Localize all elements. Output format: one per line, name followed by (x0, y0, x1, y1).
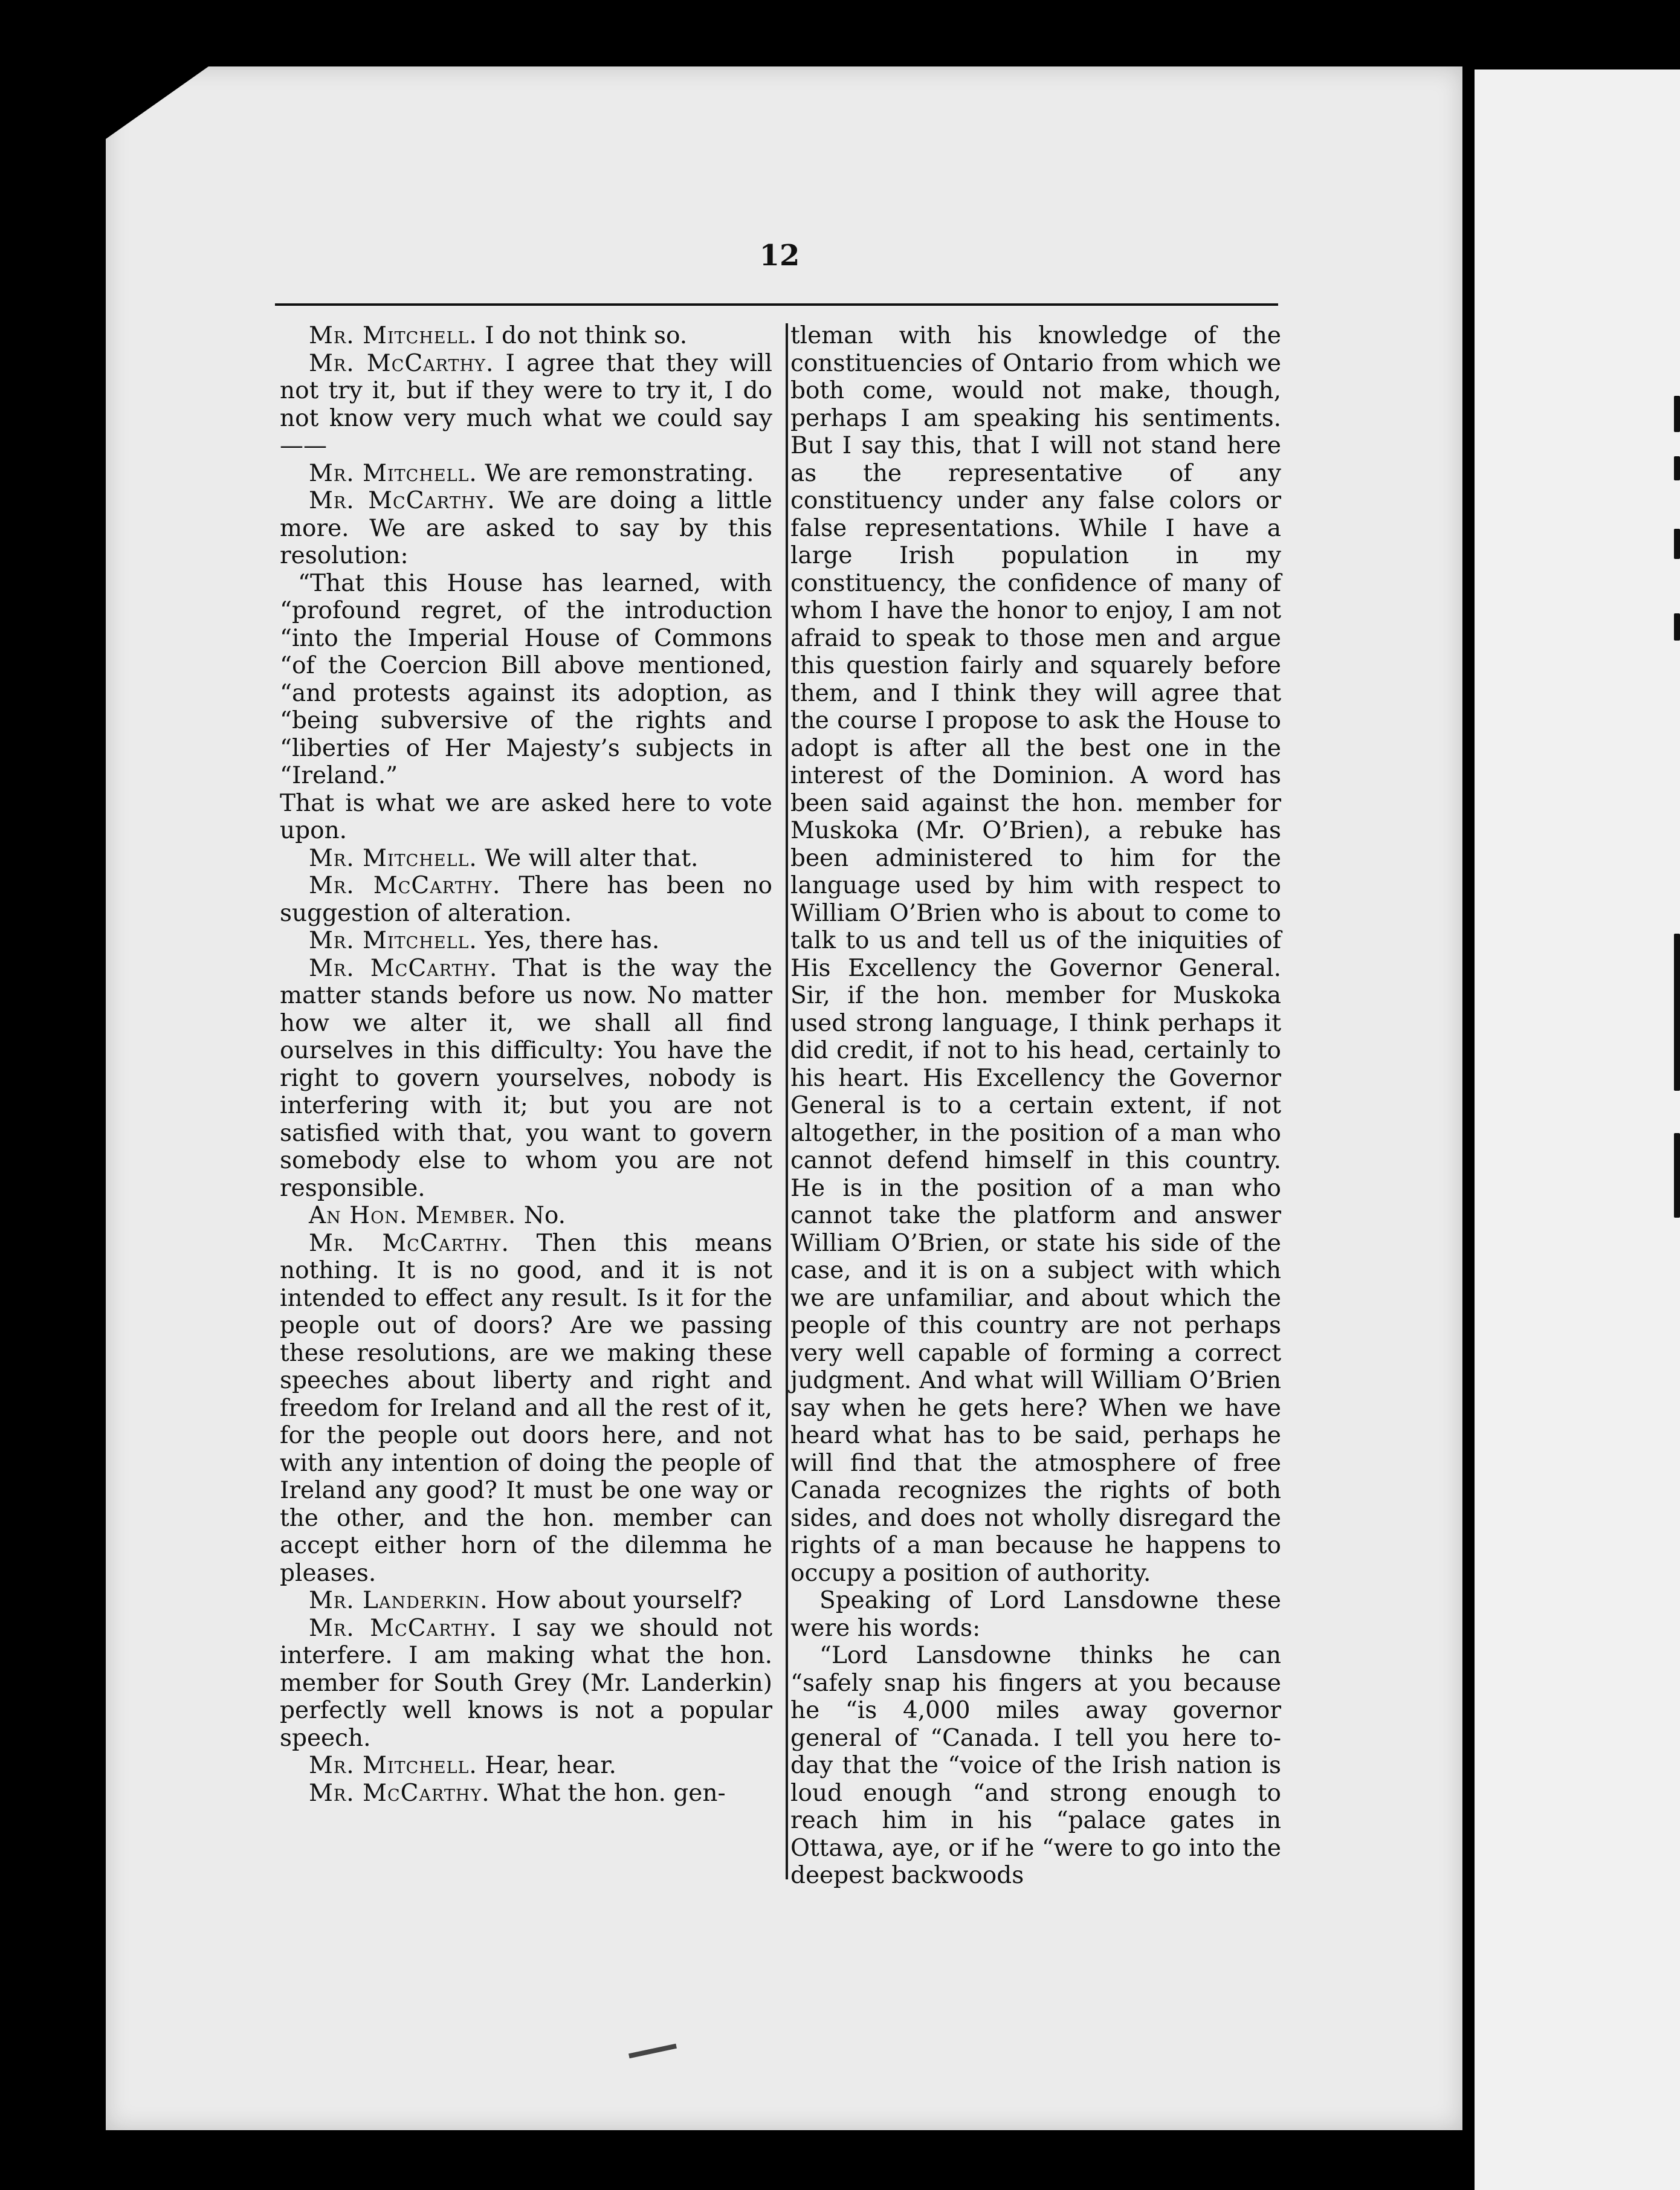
speech-text: Yes, there has. (477, 927, 660, 954)
edge-mark (1674, 456, 1680, 480)
speech-text: I do not think so. (477, 322, 688, 349)
speaker: Mr. Mitchell. (309, 459, 477, 487)
speaker: Mr. Mitchell. (309, 927, 477, 954)
paragraph (280, 1230, 772, 1588)
speech-text: That is the way the matter stands before us now. No matter how we alter it, we shall all find ourselves in this difficulty: You have the right to govern yourselves, nobody is interfering with it; but you are not satisfied with that, you want to govern somebody else to whom you are not responsible. (280, 954, 772, 1202)
paragraph (280, 872, 772, 927)
speech-text: That is what we are asked here to vote upon. (280, 789, 772, 844)
speaker: Mr. Mitchell. (309, 844, 477, 872)
speech-text: We will alter that. (477, 844, 699, 872)
paragraph (280, 1615, 772, 1752)
speech-text: There has been no suggestion of alteration. (280, 872, 772, 927)
speaker: Mr. McCarthy. (309, 487, 496, 514)
speaker: Mr. Landerkin. (309, 1587, 488, 1614)
speech-text: I agree that they will not try it, but if they were to try it, I do not know very much what we could say—— (280, 349, 772, 459)
speaker: Mr. Mitchell. (309, 322, 477, 349)
speech-text: What the hon. gen- (489, 1779, 726, 1807)
paragraph (280, 1780, 772, 1807)
edge-mark (1674, 613, 1680, 641)
speaker: Mr. McCarthy. (309, 872, 501, 899)
header-rule (275, 303, 1278, 306)
speaker: Mr. McCarthy. (309, 1614, 497, 1642)
column-divider (786, 323, 788, 1879)
paragraph (280, 790, 772, 845)
speech-text: “That this House has learned, with “profound regret, of the introduction “into the Imperial House of Commons “of the Coercion Bill above mentioned, “and protests against its adoption, as “being subversive of the rights and “liberties of Her Majesty’s subjects in “Ireland.” (280, 569, 772, 789)
speaker: Mr. McCarthy. (309, 954, 498, 982)
speaker: Mr. McCarthy. (309, 1779, 490, 1807)
paragraph (280, 322, 772, 350)
speech-text: Then this means nothing. It is no good, and it is not intended to effect any result. Is it for the people out of doors? Are we passing these resolutions, are we making these speeches about liberty and right and freedom for Ireland and all the rest of it, for the people out doors here, and not with any intention of doing the people of Ireland any good? It must be one way or the other, and the hon. member can accept either horn of the dilemma he pleases. (280, 1229, 772, 1587)
paragraph (280, 487, 772, 570)
quoted-resolution (280, 570, 772, 790)
left-column (280, 322, 772, 1807)
speaker: Mr. McCarthy. (309, 1229, 509, 1257)
speech-text: We are remonstrating. (477, 459, 754, 487)
speech-text: Hear, hear. (477, 1752, 616, 1779)
paragraph (280, 927, 772, 955)
paragraph (790, 1587, 1281, 1642)
edge-mark (1674, 396, 1680, 432)
right-column (790, 322, 1281, 1890)
adjacent-page (1475, 69, 1680, 2190)
edge-mark (1674, 1133, 1680, 1218)
edge-mark (1674, 529, 1680, 559)
page-corner-shadow (106, 66, 208, 139)
speech-text: I say we should not interfere. I am making what the hon. member for South Grey (Mr. Landerkin) perfectly well knows is not a popular speech. (280, 1614, 772, 1752)
paragraph (280, 460, 772, 488)
edge-mark (1674, 934, 1680, 1091)
paragraph (280, 845, 772, 873)
speech-text: Speaking of Lord Lansdowne these were his words: (790, 1587, 1281, 1642)
speaker: Mr. McCarthy. (309, 349, 494, 377)
speaker: An Hon. Member. (309, 1202, 517, 1229)
speech-text: No. (516, 1202, 566, 1229)
quoted-speech (790, 1642, 1281, 1890)
speech-text: How about yourself? (488, 1587, 743, 1614)
speech-text: “Lord Lansdowne thinks he can “safely snap his fingers at you because he “is 4,000 miles away governor general of “Canada. I tell you here to-day that the “voice of the Irish nation is loud enough “and strong enough to reach him in his “palace gates in Ottawa, aye, or if he “were to go into the deepest backwoods (790, 1642, 1281, 1889)
paragraph (280, 1587, 772, 1615)
paragraph (280, 955, 772, 1203)
page-number: 12 (759, 239, 800, 273)
speech-text: We are doing a little more. We are asked to say by this resolution: (280, 487, 772, 569)
paragraph (790, 322, 1281, 1587)
paragraph (280, 1202, 772, 1230)
paragraph (280, 350, 772, 460)
speaker: Mr. Mitchell. (309, 1752, 477, 1779)
paragraph (280, 1752, 772, 1780)
speech-text: tleman with his knowledge of the constituencies of Ontario from which we both come, would not make, though, perhaps I am speaking his sentiments. But I say this, that I will not stand here as the representative of any constituency under any false colors or false representations. While I have a large Irish population in my constituency, the confidence of many of whom I have the honor to enjoy, I am not afraid to speak to those men and argue this question fairly and squarely before them, and I think they will agree that the course I propose to ask the House to adopt is after all the best one in the interest of the Dominion. A word has been said against the hon. member for Muskoka (Mr. O’Brien), a rebuke has been administered to him for the language used by him with respect to William O’Brien who is about to come to talk to us and tell us of the iniquities of His Excellency the Governor General. Sir, if the hon. member for Muskoka used strong language, I think perhaps it did credit, if not to his head, certainly to his heart. His Excellency the Governor General is to a certain extent, if not altogether, in the position of a man who cannot defend himself in this country. He is in the position of a man who cannot take the platform and answer William O’Brien, or state his side of the case, and it is on a subject with which we are unfamiliar, and about which the people of this country are not perhaps very well capable of forming a correct judgment. And what will William O’Brien say when he gets here? When we have heard what has to be said, perhaps he will find that the atmosphere of free Canada recognizes the rights of both sides, and does not wholly disregard the rights of a man because he happens to occupy a position of authority. (790, 322, 1281, 1587)
